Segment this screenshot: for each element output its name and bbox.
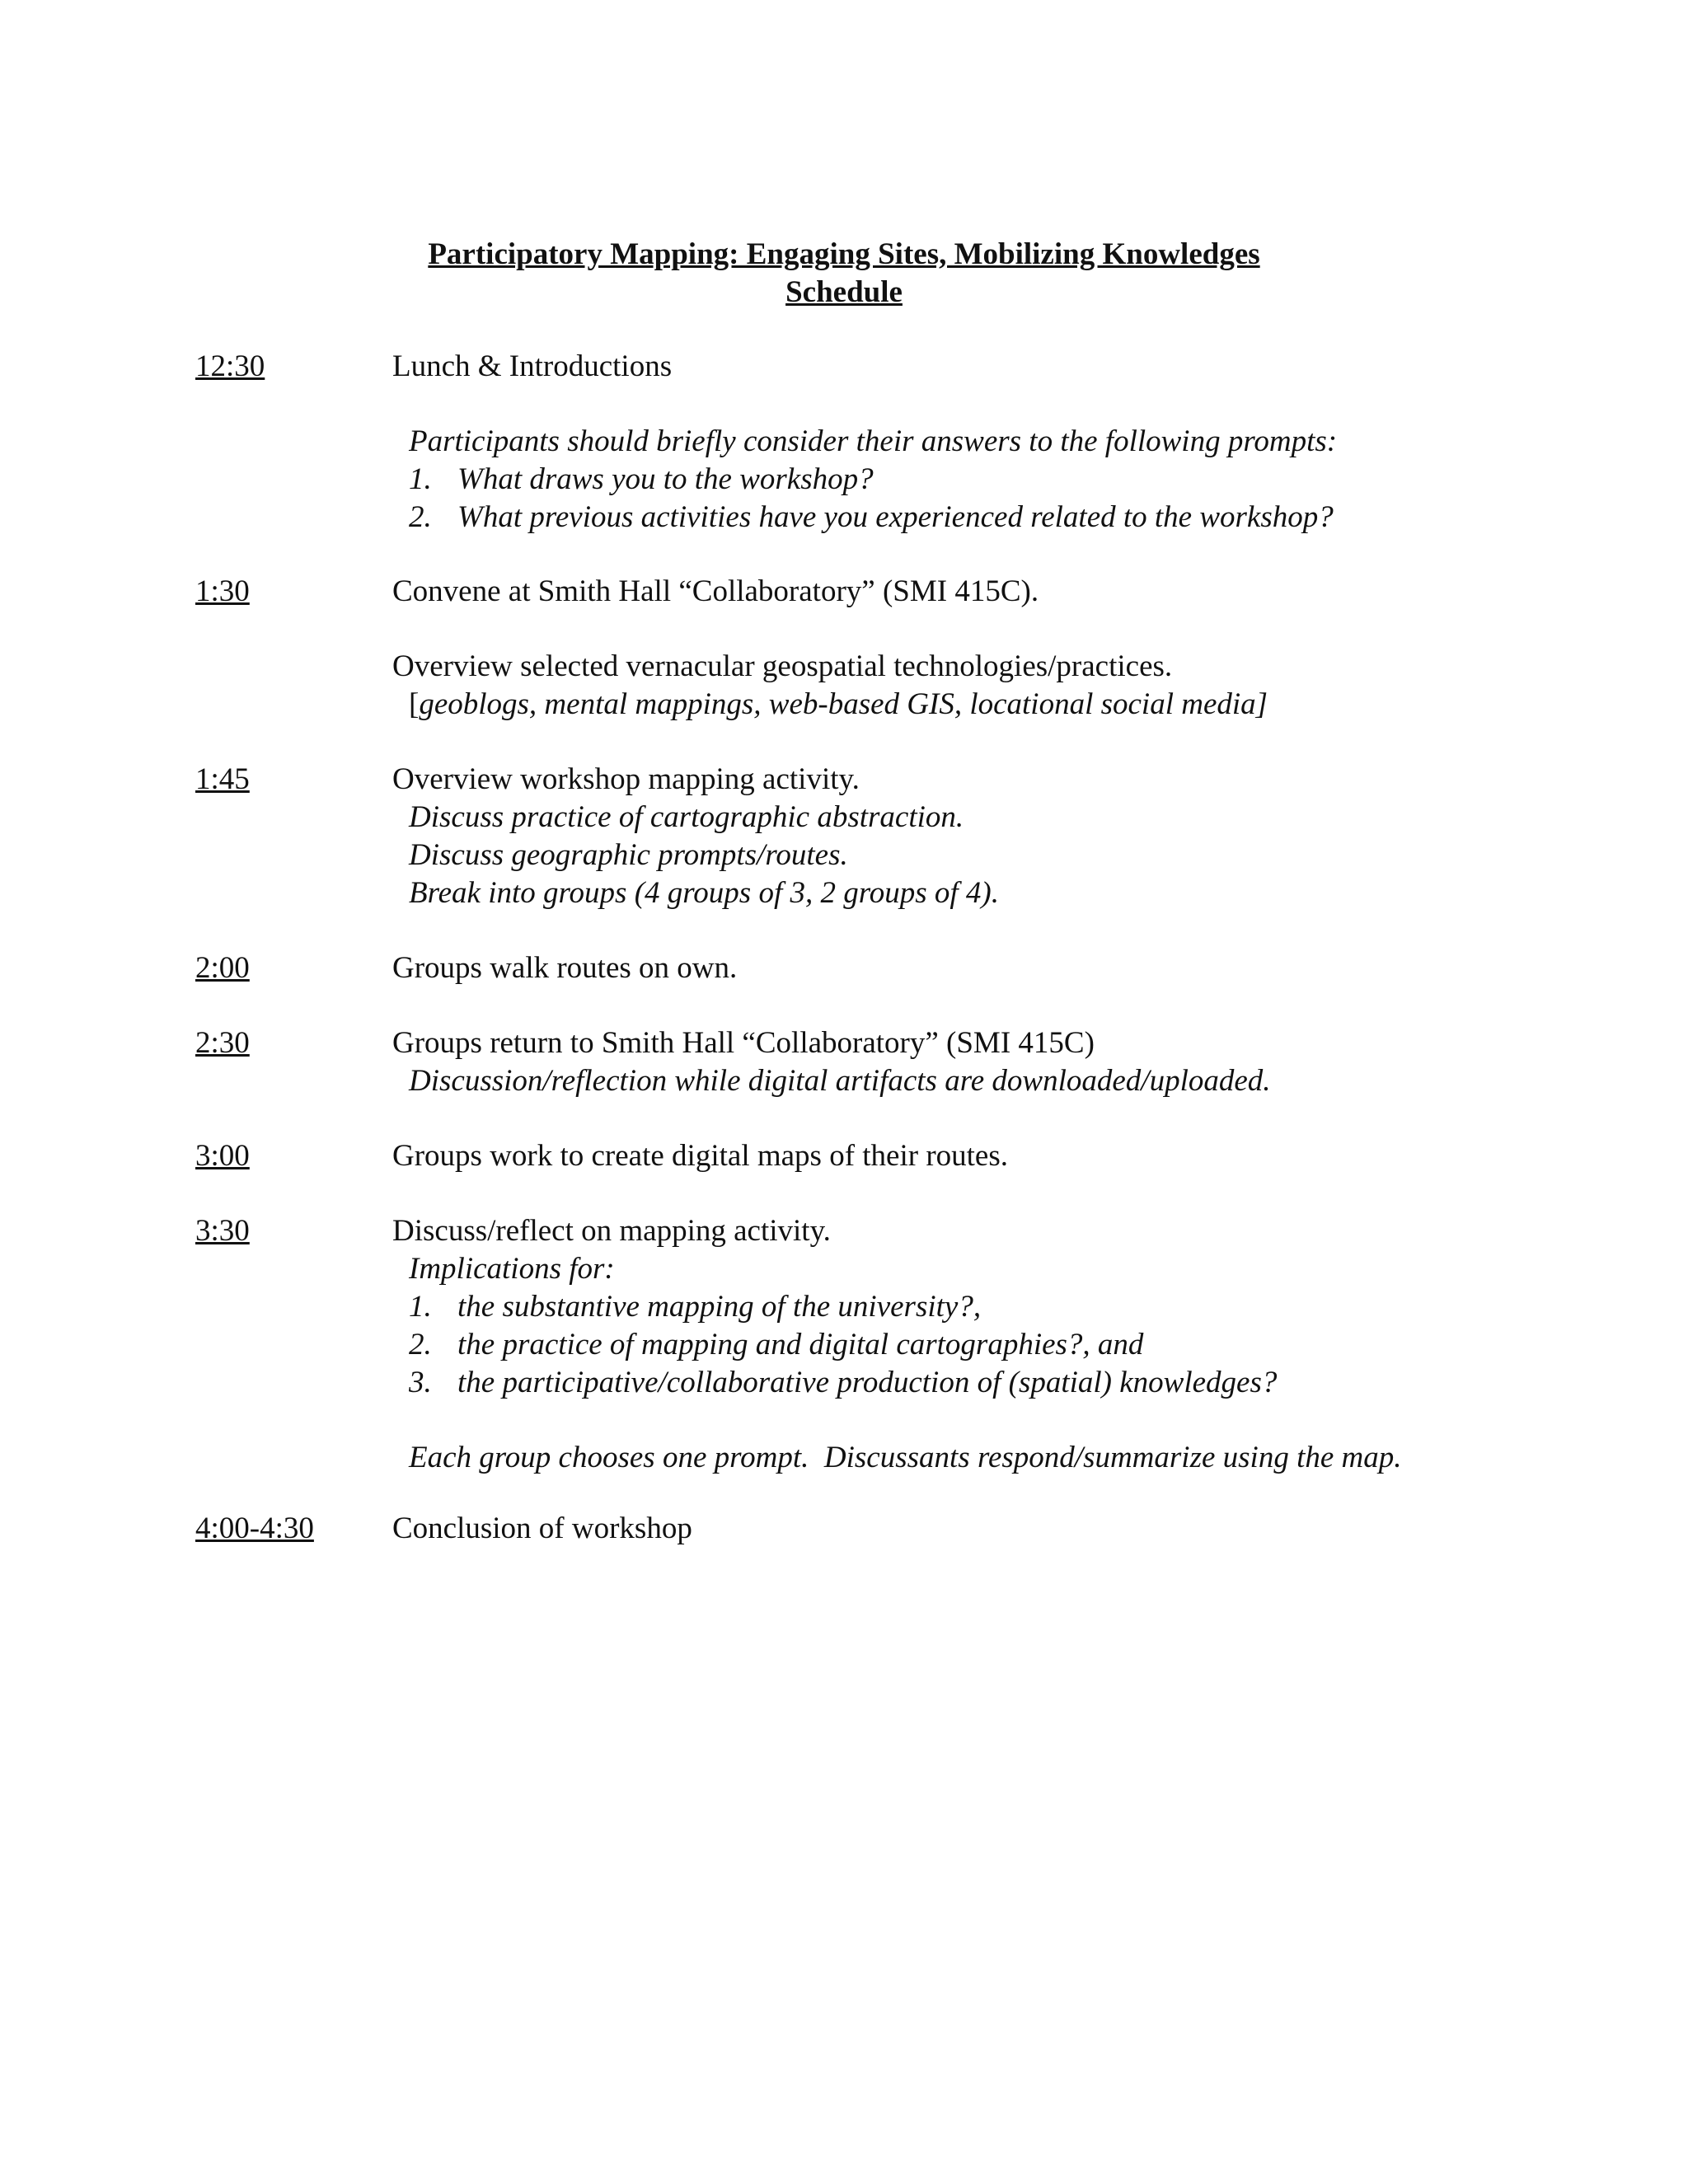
list-number: 2. (409, 1328, 432, 1361)
list-number: 1. (409, 1290, 432, 1324)
bracket-text: geoblogs, mental mappings, web-based GIS, locational social media] (419, 687, 1268, 721)
time-label: 3:00 (195, 1139, 250, 1173)
time-label: 1:45 (195, 762, 250, 796)
time-label: 2:00 (195, 951, 250, 985)
list-item: What previous activities have you experienced related to the workshop? (457, 500, 1334, 534)
document-title: Participatory Mapping: Engaging Sites, Mobilizing Knowledges (428, 237, 1260, 271)
time-label: 4:00-4:30 (195, 1511, 314, 1545)
list-item: What draws you to the workshop? (457, 462, 874, 496)
entry-title: Overview workshop mapping activity. (392, 762, 860, 796)
sub-item: Break into groups (4 groups of 3, 2 groups of 4). (409, 876, 1000, 910)
closing-note: Each group chooses one prompt. Discussants respond/summarize using the map. (409, 1441, 1402, 1474)
list-item: the practice of mapping and digital cartographies?, and (457, 1328, 1144, 1361)
bracket-note (409, 686, 1268, 724)
entry-title: Discuss/reflect on mapping activity. (392, 1214, 831, 1248)
time-label: 1:30 (195, 574, 250, 608)
document-subtitle: Schedule (785, 275, 903, 309)
entry-title: Convene at Smith Hall “Collaboratory” (SMI 415C). (392, 574, 1039, 608)
list-number: 1. (409, 462, 432, 496)
list-item: the substantive mapping of the university?, (457, 1290, 982, 1324)
time-label: 12:30 (195, 349, 265, 383)
entry-title: Groups work to create digital maps of their routes. (392, 1139, 1008, 1173)
sub-item: Discuss geographic prompts/routes. (409, 838, 848, 872)
list-number: 3. (409, 1366, 432, 1399)
entry-title: Groups return to Smith Hall “Collaboratory” (SMI 415C) (392, 1026, 1095, 1060)
time-label: 3:30 (195, 1214, 250, 1248)
prompt-intro: Participants should briefly consider their answers to the following prompts: (409, 424, 1338, 458)
sub-item: Discussion/reflection while digital artifacts are downloaded/uploaded. (409, 1064, 1271, 1098)
sub-intro: Implications for: (409, 1252, 615, 1286)
entry-title: Conclusion of workshop (392, 1511, 692, 1545)
list-item: the participative/collaborative production of (spatial) knowledges? (457, 1366, 1278, 1399)
entry-description: Overview selected vernacular geospatial technologies/practices. (392, 649, 1173, 683)
sub-item: Discuss practice of cartographic abstraction. (409, 800, 964, 834)
bracket-open: [ (409, 687, 420, 721)
entry-title: Groups walk routes on own. (392, 951, 738, 985)
list-number: 2. (409, 500, 432, 534)
entry-title: Lunch & Introductions (392, 349, 673, 383)
time-label: 2:30 (195, 1026, 250, 1060)
